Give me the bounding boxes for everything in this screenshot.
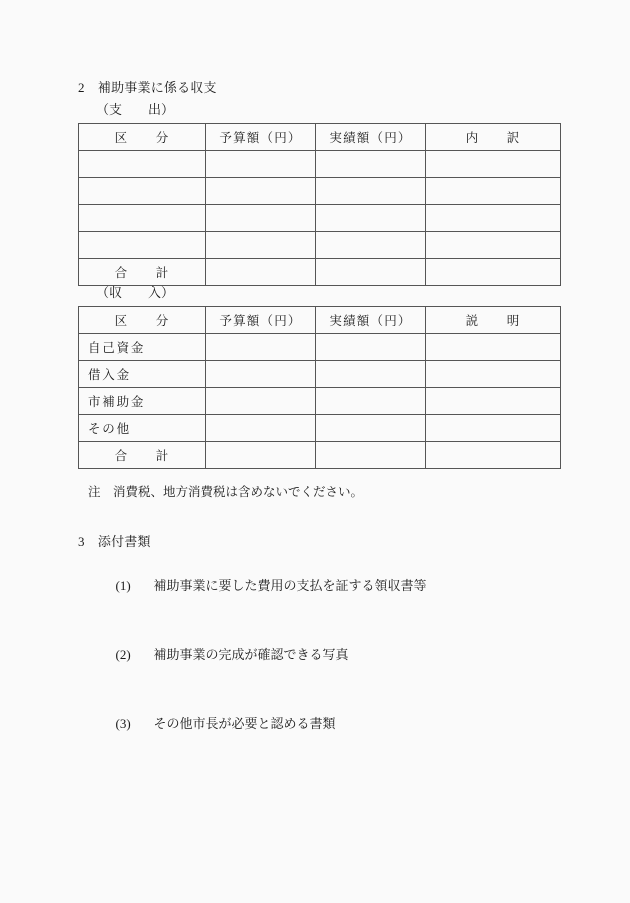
table-header-row [79,307,561,334]
cell-budget-amount[interactable] [206,388,316,415]
table-header-row [79,124,561,151]
expense-table [78,123,561,286]
cell-category[interactable] [79,205,206,232]
list-item-label: 補助事業に要した費用の支払を証する領収書等 [153,578,427,593]
table-row [79,415,561,442]
cell-breakdown[interactable] [426,205,561,232]
column-header-explanation: 説 明 [426,307,561,334]
column-header-breakdown: 内 訳 [426,124,561,151]
column-header-actual-amount: 実績額（円） [316,124,426,151]
cell-actual-amount[interactable] [316,361,426,388]
cell-total-breakdown[interactable] [426,259,561,286]
cell-total-explanation[interactable] [426,442,561,469]
column-header-category: 区 分 [79,124,206,151]
income-table-caption: （収 入） [96,285,175,300]
cell-total-budget-amount[interactable] [206,442,316,469]
cell-explanation[interactable] [426,361,561,388]
list-item-number: (2) [115,647,131,662]
table-row [79,178,561,205]
list-item-label: 補助事業の完成が確認できる写真 [153,647,349,662]
cell-category: 借入金 [79,361,206,388]
column-header-budget-amount: 予算額（円） [206,307,316,334]
table-row [79,334,561,361]
table-row [79,151,561,178]
cell-budget-amount[interactable] [206,151,316,178]
list-item [96,620,427,689]
expense-table-caption: （支 出） [96,102,175,117]
cell-total-actual-amount[interactable] [316,442,426,469]
table-row [79,361,561,388]
cell-budget-amount[interactable] [206,361,316,388]
income-table [78,306,561,469]
table-total-row [79,442,561,469]
list-item [96,689,427,758]
list-item-number: (3) [115,716,131,731]
column-header-budget-amount: 予算額（円） [206,124,316,151]
list-item-label: その他市長が必要と認める書類 [153,716,336,731]
cell-breakdown[interactable] [426,178,561,205]
cell-category[interactable] [79,178,206,205]
cell-breakdown[interactable] [426,232,561,259]
cell-budget-amount[interactable] [206,415,316,442]
cell-category: その他 [79,415,206,442]
cell-explanation[interactable] [426,334,561,361]
table-row [79,205,561,232]
section-heading-revenue-expenditure: 2 補助事業に係る収支 [78,80,217,95]
cell-total-budget-amount[interactable] [206,259,316,286]
cell-budget-amount[interactable] [206,205,316,232]
section-heading-attachments: 3 添付書類 [78,534,151,549]
cell-total-label: 合 計 [79,259,206,286]
cell-actual-amount[interactable] [316,415,426,442]
table-row [79,232,561,259]
cell-actual-amount[interactable] [316,334,426,361]
cell-budget-amount[interactable] [206,178,316,205]
cell-total-label: 合 計 [79,442,206,469]
cell-budget-amount[interactable] [206,232,316,259]
cell-category: 市補助金 [79,388,206,415]
table-row [79,388,561,415]
table-total-row [79,259,561,286]
column-header-category: 区 分 [79,307,206,334]
cell-category[interactable] [79,232,206,259]
cell-actual-amount[interactable] [316,178,426,205]
cell-actual-amount[interactable] [316,232,426,259]
cell-total-actual-amount[interactable] [316,259,426,286]
cell-actual-amount[interactable] [316,151,426,178]
cell-category: 自己資金 [79,334,206,361]
cell-explanation[interactable] [426,415,561,442]
cell-category[interactable] [79,151,206,178]
list-item [96,551,427,620]
cell-budget-amount[interactable] [206,334,316,361]
cell-breakdown[interactable] [426,151,561,178]
tax-note: 注 消費税、地方消費税は含めないでください。 [88,485,364,499]
cell-explanation[interactable] [426,388,561,415]
list-item-number: (1) [115,578,131,593]
cell-actual-amount[interactable] [316,205,426,232]
column-header-actual-amount: 実績額（円） [316,307,426,334]
attachment-list [96,551,427,758]
cell-actual-amount[interactable] [316,388,426,415]
